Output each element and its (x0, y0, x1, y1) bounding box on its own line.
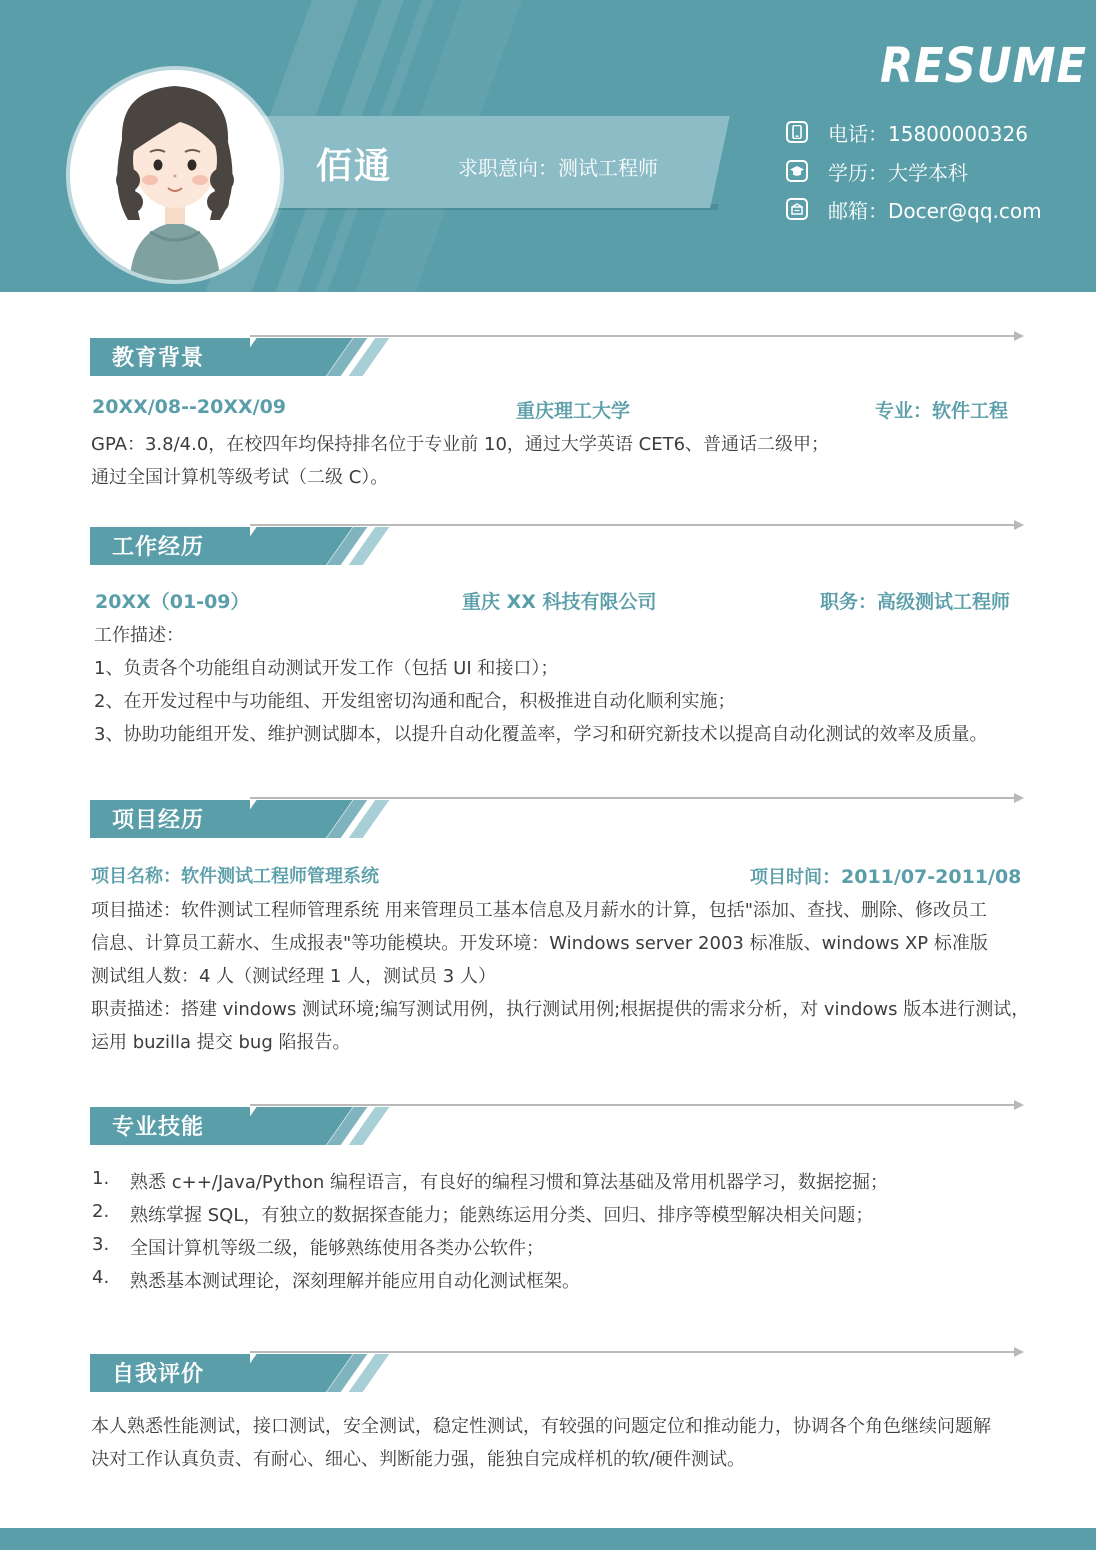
contact-email-text: 邮箱：Docer@qq.com (828, 198, 1042, 223)
education-major: 专业：软件工程 (875, 400, 1009, 422)
arrow-right-icon (1014, 520, 1024, 530)
project-detail-line: 测试组人数：4 人（测试经理 1 人，测试员 3 人） (91, 966, 496, 987)
work-detail-line: 2、在开发过程中与功能组、开发组密切沟通和配合，积极推进自动化顺利实施； (94, 691, 736, 712)
phone-icon (786, 121, 808, 143)
project-time (750, 862, 1021, 889)
project-name (91, 862, 379, 888)
divider-line (250, 1351, 1018, 1353)
self-evaluation-line: 决对工作认真负责、有耐心、细心、判断能力强，能独自完成样机的软/硬件测试。 (91, 1449, 746, 1470)
divider-line (250, 1104, 1018, 1106)
education-detail-line: 通过全国计算机等级考试（二级 C）。 (91, 467, 389, 488)
project-name-label: 项目名称 (91, 866, 163, 887)
contact-education (786, 158, 968, 184)
skill-number: 4. (92, 1267, 110, 1288)
arrow-right-icon (1014, 331, 1024, 341)
section-title: 项目经历 (112, 808, 205, 833)
skill-number: 2. (92, 1201, 110, 1222)
candidate-name: 佰通 (316, 146, 393, 187)
work-date: 20XX（01-09） (95, 591, 250, 613)
section-header-self-evaluation (90, 1354, 1030, 1394)
skill-text: 熟悉基本测试理论，深刻理解并能应用自动化测试框架。 (130, 1271, 580, 1292)
project-detail-line: 职责描述：搭建 vindows 测试环境;编写测试用例，执行测试用例;根据提供的需求分析，对 vindows 版本进行测试， (91, 999, 1030, 1020)
section-title: 专业技能 (112, 1115, 205, 1140)
section-title: 自我评价 (112, 1362, 205, 1387)
section-title: 工作经历 (112, 535, 205, 560)
contact-email (786, 196, 1042, 222)
arrow-right-icon (1014, 793, 1024, 803)
divider-line (250, 797, 1018, 799)
project-time-label: 项目时间 (750, 867, 822, 888)
divider-line (250, 335, 1018, 337)
avatar-illustration (70, 70, 280, 280)
skill-text: 熟练掌握 SQL，有独立的数据探查能力；能熟练运用分类、回归、排序等模型解决相关问题； (130, 1205, 874, 1226)
mail-icon (786, 198, 808, 220)
work-summary-row (92, 587, 1011, 615)
skill-text: 全国计算机等级二级，能够熟练使用各类办公软件； (130, 1238, 544, 1259)
work-detail-line: 1、负责各个功能组自动测试开发工作（包括 UI 和接口）； (94, 658, 559, 679)
project-name-value: ：软件测试工程师管理系统 (163, 866, 379, 887)
work-detail-line: 3、协助功能组开发、维护测试脚本，以提升自动化覆盖率，学习和研究新技术以提高自动化测试的效率及质量。 (94, 724, 988, 745)
section-header-work (90, 527, 1030, 567)
project-time-value: ：2011/07-2011/08 (822, 866, 1022, 888)
section-header-education (90, 338, 1030, 378)
project-summary-row (91, 862, 1022, 890)
education-date: 20XX/08--20XX/09 (92, 396, 287, 418)
contact-phone-text: 电话：15800000326 (828, 121, 1028, 146)
graduation-cap-icon (786, 160, 808, 182)
project-detail-line: 运用 buzilla 提交 bug 陷报告。 (91, 1032, 351, 1053)
divider-line (250, 524, 1018, 526)
education-summary-row (92, 396, 1009, 424)
section-title: 教育背景 (112, 346, 205, 371)
section-header-project (90, 800, 1030, 840)
arrow-right-icon (1014, 1100, 1024, 1110)
skill-text: 熟悉 c++/Java/Python 编程语言，有良好的编程习惯和算法基础及常用机器学习，数据挖掘； (130, 1172, 889, 1193)
arrow-right-icon (1014, 1347, 1024, 1357)
contact-education-text: 学历：大学本科 (828, 160, 968, 185)
avatar (70, 70, 280, 280)
skill-number: 1. (92, 1168, 110, 1189)
contact-phone (786, 119, 1028, 145)
project-detail-line: 信息、计算员工薪水、生成报表"等功能模块。开发环境：Windows server 2003 标准版、windows XP 标准版 (91, 933, 988, 954)
education-school: 重庆理工大学 (516, 400, 631, 422)
footer-bar (0, 1528, 1096, 1550)
resume-title: RESUME (880, 38, 1087, 94)
section-header-skills (90, 1107, 1030, 1147)
education-detail-line: GPA：3.8/4.0，在校四年均保持排名位于专业前 10，通过大学英语 CET6、普通话二级甲； (91, 434, 830, 455)
job-intent: 求职意向：测试工程师 (458, 156, 658, 180)
project-detail-line: 项目描述：软件测试工程师管理系统 用来管理员工基本信息及月薪水的计算，包括"添加、查找、删除、修改员工 (91, 900, 987, 921)
work-company: 重庆 XX 科技有限公司 (462, 591, 657, 613)
self-evaluation-line: 本人熟悉性能测试，接口测试，安全测试，稳定性测试，有较强的问题定位和推动能力，协调各个角色继续问题解 (91, 1416, 991, 1437)
work-detail-line: 工作描述： (94, 625, 184, 646)
skill-number: 3. (92, 1234, 110, 1255)
work-position: 职务：高级测试工程师 (820, 591, 1011, 613)
